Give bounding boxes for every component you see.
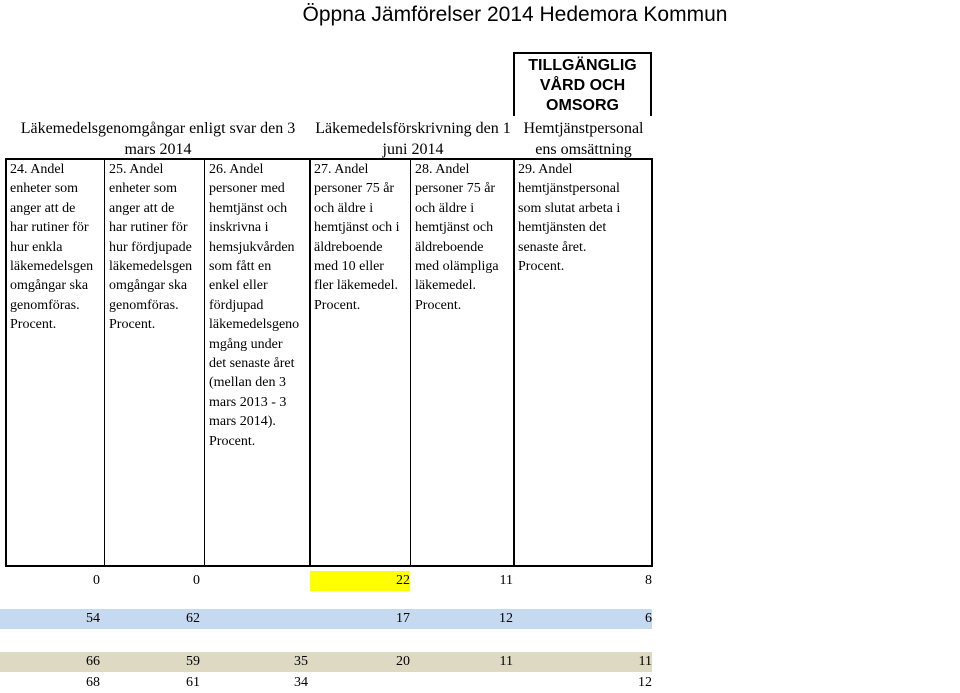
column-header-line: Procent. <box>109 317 156 333</box>
column-header-line: som slutat arbeta i <box>518 200 621 216</box>
column-header-line: enkel eller <box>209 278 268 294</box>
column-header-line: mars 2013 - 3 <box>209 394 287 410</box>
column-header-line: läkemedel. <box>415 278 477 294</box>
column-header-line: som fått en <box>209 259 272 275</box>
column-header-line: äldreboende <box>314 239 383 255</box>
page-title: Öppna Jämförelser 2014 Hedemora Kommun <box>302 3 728 26</box>
column-header-line: hemsjukvården <box>209 239 295 255</box>
column-header-line: 29. Andel <box>518 162 573 177</box>
column-header-line: omgångar ska <box>109 278 188 294</box>
column-header-line: och äldre i <box>415 200 475 216</box>
column-header-line: senaste året. <box>518 239 587 255</box>
column-header-line: hemtjänstpersonal <box>518 181 620 197</box>
table-cell <box>202 571 308 591</box>
table-cell: 11 <box>499 573 513 588</box>
table-cell: 62 <box>186 611 200 626</box>
column-header-line: mgång under <box>209 336 283 352</box>
column-header-line: 27. Andel <box>314 162 369 177</box>
table-cell: 0 <box>193 573 200 588</box>
column-header-line: 25. Andel <box>109 162 164 177</box>
column-header-line: Procent. <box>10 317 57 333</box>
column-header-line: läkemedelsgen <box>10 259 94 275</box>
column-header-line: enheter som <box>10 181 79 197</box>
column-header-26 <box>206 160 309 565</box>
column-header-line: läkemedelsgeno <box>209 317 300 333</box>
table-cell <box>310 673 410 693</box>
column-header-line: hemtjänst och i <box>314 220 400 236</box>
table-cell: 59 <box>186 654 200 669</box>
table-cell: 12 <box>638 675 652 690</box>
table-cell: 22 <box>310 571 410 591</box>
column-divider <box>104 158 105 567</box>
column-header-line: har rutiner för <box>10 220 89 236</box>
column-header-line: 26. Andel <box>209 162 264 177</box>
table-cell <box>412 673 513 693</box>
column-header-line: med 10 eller <box>314 259 384 275</box>
column-header-line: genomföras. <box>10 297 80 313</box>
column-header-line: inskrivna i <box>209 220 269 236</box>
column-header-line: hur fördjupade <box>109 239 192 255</box>
table-cell: 0 <box>93 573 100 588</box>
group-header-hemtjanstpersonal: Hemtjänstpersonal ens omsättning <box>523 120 644 158</box>
table-cell: 34 <box>294 675 308 690</box>
column-header-line: 24. Andel <box>10 162 65 177</box>
column-divider <box>204 158 205 567</box>
column-divider <box>410 158 411 567</box>
column-header-24 <box>7 160 104 565</box>
table-cell: 17 <box>396 611 410 626</box>
column-header-line: mars 2014). <box>209 414 276 430</box>
column-header-line: Procent. <box>314 297 361 313</box>
column-header-line: hemtjänsten det <box>518 220 607 236</box>
table-cell: 66 <box>86 654 100 669</box>
section-header-text: TILLGÄNGLIG VÅRD OCH OMSORG <box>528 57 637 114</box>
table-row <box>0 609 960 629</box>
group-header-lakemedelsgenomgangar: Läkemedelsgenomgångar enligt svar den 3 mars 2014 <box>20 120 296 158</box>
column-header-line: genomföras. <box>109 297 179 313</box>
section-header <box>513 52 652 116</box>
column-header-line: personer 75 år <box>314 181 395 197</box>
column-header-line: Procent. <box>209 433 256 449</box>
column-header-28 <box>412 160 513 565</box>
column-header-line: omgångar ska <box>10 278 89 294</box>
column-header-line: anger att de <box>10 200 76 216</box>
group-header-lakemedelsforskrivning: Läkemedelsförskrivning den 1 juni 2014 <box>315 120 511 158</box>
table-row <box>0 571 960 591</box>
table-row <box>0 652 960 672</box>
column-header-line: enheter som <box>109 181 178 197</box>
column-header-line: fler läkemedel. <box>314 278 398 294</box>
table-cell <box>202 609 308 629</box>
column-header-29 <box>515 160 652 565</box>
column-header-line: 28. Andel <box>415 162 470 177</box>
column-header-line: har rutiner för <box>109 220 188 236</box>
column-header-27 <box>311 160 410 565</box>
column-header-line: äldreboende <box>415 239 484 255</box>
table-cell: 35 <box>294 654 308 669</box>
column-header-line: och äldre i <box>314 200 374 216</box>
column-header-line: hur enkla <box>10 239 63 255</box>
table-cell: 20 <box>396 654 410 669</box>
column-header-line: personer 75 år <box>415 181 496 197</box>
table-cell: 8 <box>645 573 652 588</box>
column-header-line: anger att de <box>109 200 175 216</box>
table-row <box>0 673 960 693</box>
table-cell: 11 <box>638 654 652 669</box>
column-header-line: med olämpliga <box>415 259 499 275</box>
column-header-line: det senaste året <box>209 356 295 372</box>
table-cell: 68 <box>86 675 100 690</box>
table-cell: 11 <box>499 654 513 669</box>
column-header-line: fördjupad <box>209 297 264 313</box>
column-header-line: Procent. <box>415 297 462 313</box>
column-header-line: hemtjänst och <box>415 220 494 236</box>
table-cell: 12 <box>499 611 513 626</box>
table-cell: 54 <box>86 611 100 626</box>
column-header-line: läkemedelsgen <box>109 259 193 275</box>
column-header-line: hemtjänst och <box>209 200 288 216</box>
column-header-25 <box>106 160 204 565</box>
column-header-line: personer med <box>209 181 285 197</box>
table-cell: 6 <box>645 611 652 626</box>
column-header-line: Procent. <box>518 259 565 275</box>
table-cell: 61 <box>186 675 200 690</box>
column-header-line: (mellan den 3 <box>209 375 286 391</box>
